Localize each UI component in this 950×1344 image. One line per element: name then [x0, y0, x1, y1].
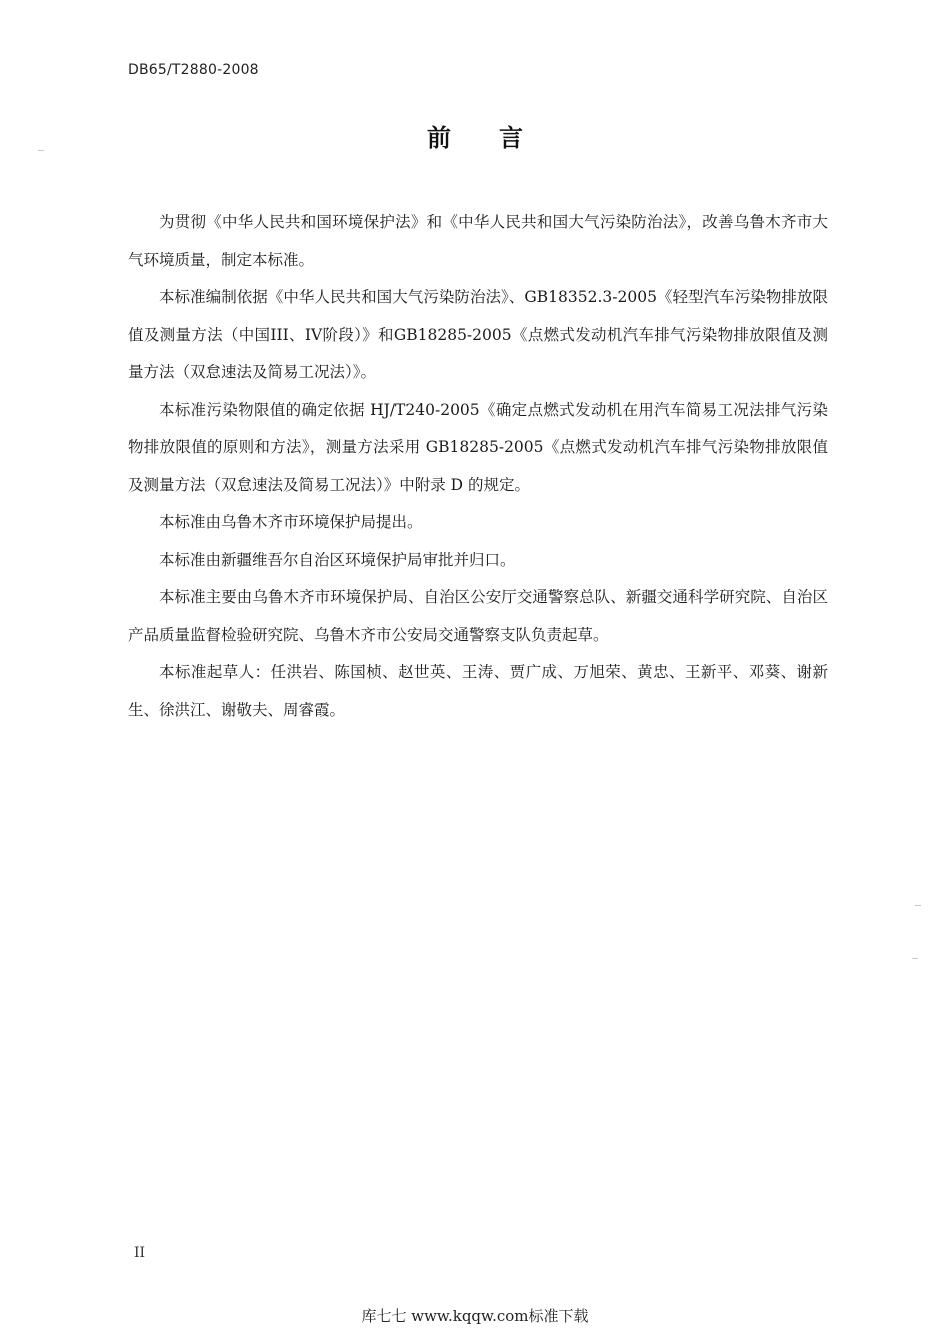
paragraph-approver: 本标准由新疆维吾尔自治区环境保护局审批并归口。 — [159, 550, 516, 569]
page-number: II — [134, 1245, 146, 1261]
paragraph-basis: 本标准编制依据《中华人民共和国大气污染防治法》、GB18352.3-2005《轻型汽车污染物排放限值及测量方法（中国III、IV阶段）》和GB18285-2005《点燃式发动机汽车排气污染物排放限值及测量方法（双怠速法及简易工况法）》。 — [128, 288, 828, 381]
page-title: 前言 — [427, 124, 571, 152]
paragraph-drafters: 本标准起草人：任洪岩、陈国桢、赵世英、王涛、贾广成、万旭荣、黄忠、王新平、邓葵、谢新生、徐洪江、谢敬夫、周睿霞。 — [128, 663, 828, 719]
standard-code: DB65/T2880-2008 — [128, 62, 259, 78]
scan-speck — [912, 958, 918, 959]
foreword-body — [128, 204, 828, 729]
paragraph-drafting-units: 本标准主要由乌鲁木齐市环境保护局、自治区公安厅交通警察总队、新疆交通科学研究院、自治区产品质量监督检验研究院、乌鲁木齐市公安局交通警察支队负责起草。 — [128, 588, 828, 644]
paragraph-proposer: 本标准由乌鲁木齐市环境保护局提出。 — [159, 513, 423, 531]
scan-speck — [915, 905, 921, 906]
paragraph-limits: 本标准污染物限值的确定依据 HJ/T240-2005《确定点燃式发动机在用汽车简易工况法排气污染物排放限值的原则和方法》，测量方法采用 GB18285-2005《点燃式发动机汽车排气污染物排放限值及测量方法（双怠速法及简易工况法）》中附录 D 的规定。 — [128, 400, 828, 494]
paragraph-purpose: 为贯彻《中华人民共和国环境保护法》和《中华人民共和国大气污染防治法》，改善乌鲁木齐市大气环境质量，制定本标准。 — [128, 213, 828, 269]
scan-speck — [38, 150, 44, 151]
footer-watermark: 库七七 www.kqqw.com标准下载 — [361, 1307, 589, 1325]
